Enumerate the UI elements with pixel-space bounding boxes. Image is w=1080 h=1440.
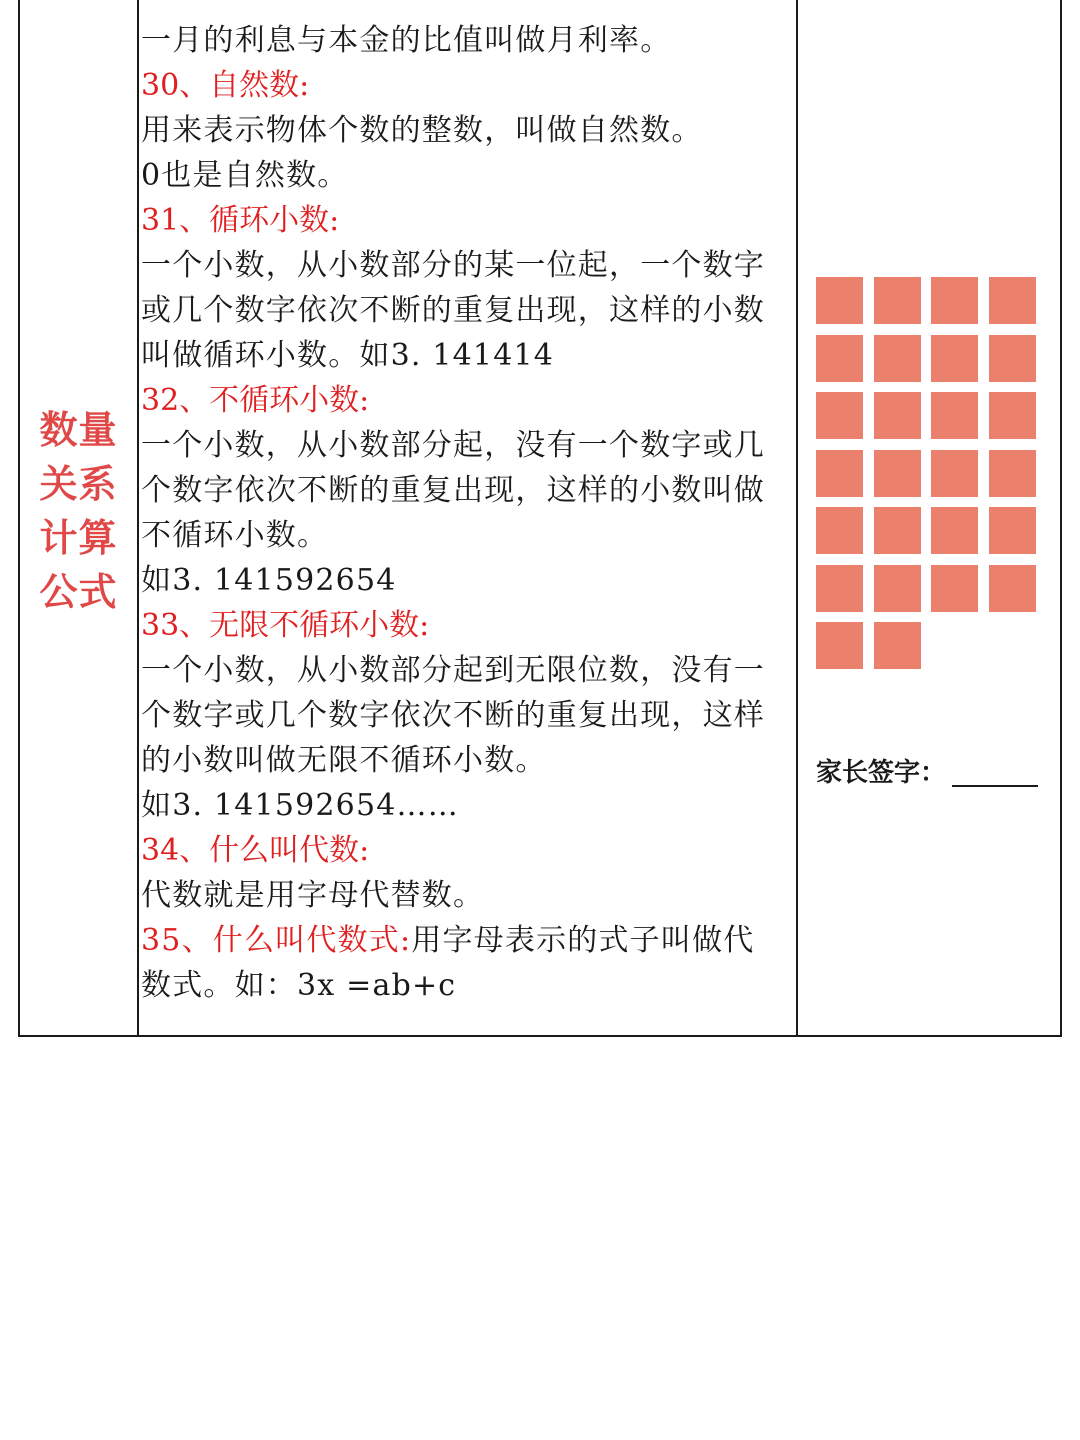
category-label [20, 403, 137, 619]
checkin-square[interactable] [989, 565, 1036, 612]
column-divider-left [137, 0, 139, 1035]
checkin-square[interactable] [989, 277, 1036, 324]
section-heading: 30、自然数: [141, 68, 310, 103]
checkin-square[interactable] [931, 507, 978, 554]
checkin-square[interactable] [989, 392, 1036, 439]
body-text: 的小数叫做无限不循环小数。 [141, 743, 547, 778]
worksheet-table [18, 0, 1062, 1037]
body-text: 用字母表示的式子叫做代 [411, 923, 755, 958]
checkin-square[interactable] [874, 277, 921, 324]
definitions-content [141, 18, 797, 1008]
checkin-square[interactable] [816, 335, 863, 382]
category-label-line: 数量 [39, 407, 118, 452]
body-text: 或几个数字依次不断的重复出现，这样的小数 [141, 293, 765, 328]
checkin-square[interactable] [989, 335, 1036, 382]
checkin-square[interactable] [931, 335, 978, 382]
checkin-square[interactable] [874, 392, 921, 439]
body-text: 一个小数，从小数部分起，没有一个数字或几 [141, 428, 765, 463]
checkin-square[interactable] [931, 392, 978, 439]
checkin-square[interactable] [989, 450, 1036, 497]
body-text: 如3. 141592654 [141, 563, 397, 598]
body-text: 0也是自然数。 [141, 158, 349, 193]
category-label-line: 计算 [39, 515, 118, 560]
checkin-square[interactable] [874, 450, 921, 497]
body-text: 叫做循环小数。如3. 141414 [141, 338, 555, 373]
checkin-square[interactable] [931, 277, 978, 324]
checkin-square[interactable] [816, 507, 863, 554]
signature-label: 家长签字： [816, 758, 947, 788]
body-text: 如3. 141592654…… [141, 788, 459, 823]
checkin-square[interactable] [874, 565, 921, 612]
body-text: 用来表示物体个数的整数，叫做自然数。 [141, 113, 703, 148]
checkin-square[interactable] [816, 450, 863, 497]
checkin-square[interactable] [816, 622, 863, 669]
body-text: 不循环小数。 [141, 518, 329, 553]
body-text: 个数字或几个数字依次不断的重复出现，这样 [141, 698, 765, 733]
body-text: 代数就是用字母代替数。 [141, 878, 485, 913]
parent-signature [816, 752, 1056, 789]
checkin-square[interactable] [874, 622, 921, 669]
signature-field[interactable] [952, 785, 1038, 787]
body-text: 一月的利息与本金的比值叫做月利率。 [141, 23, 672, 58]
section-heading: 34、什么叫代数: [141, 833, 370, 868]
section-heading: 31、循环小数: [141, 203, 340, 238]
body-text: 一个小数，从小数部分的某一位起，一个数字 [141, 248, 765, 283]
section-heading: 33、无限不循环小数: [141, 608, 430, 643]
category-label-line: 公式 [39, 569, 118, 614]
checkin-square[interactable] [931, 450, 978, 497]
body-text: 个数字依次不断的重复出现，这样的小数叫做 [141, 473, 765, 508]
checkin-square[interactable] [816, 277, 863, 324]
checkin-square[interactable] [874, 335, 921, 382]
checkin-column [798, 0, 1062, 1035]
section-heading: 32、不循环小数: [141, 383, 370, 418]
checkin-square[interactable] [874, 507, 921, 554]
checkin-square[interactable] [816, 565, 863, 612]
section-heading: 35、什么叫代数式: [141, 923, 412, 958]
body-text: 数式。如：3x =ab+c [141, 968, 457, 1003]
checkin-square[interactable] [931, 565, 978, 612]
checkin-square[interactable] [816, 392, 863, 439]
checkin-square[interactable] [989, 507, 1036, 554]
body-text: 一个小数，从小数部分起到无限位数，没有一 [141, 653, 765, 688]
category-label-line: 关系 [39, 461, 118, 506]
section-heading-with-text [141, 918, 797, 963]
